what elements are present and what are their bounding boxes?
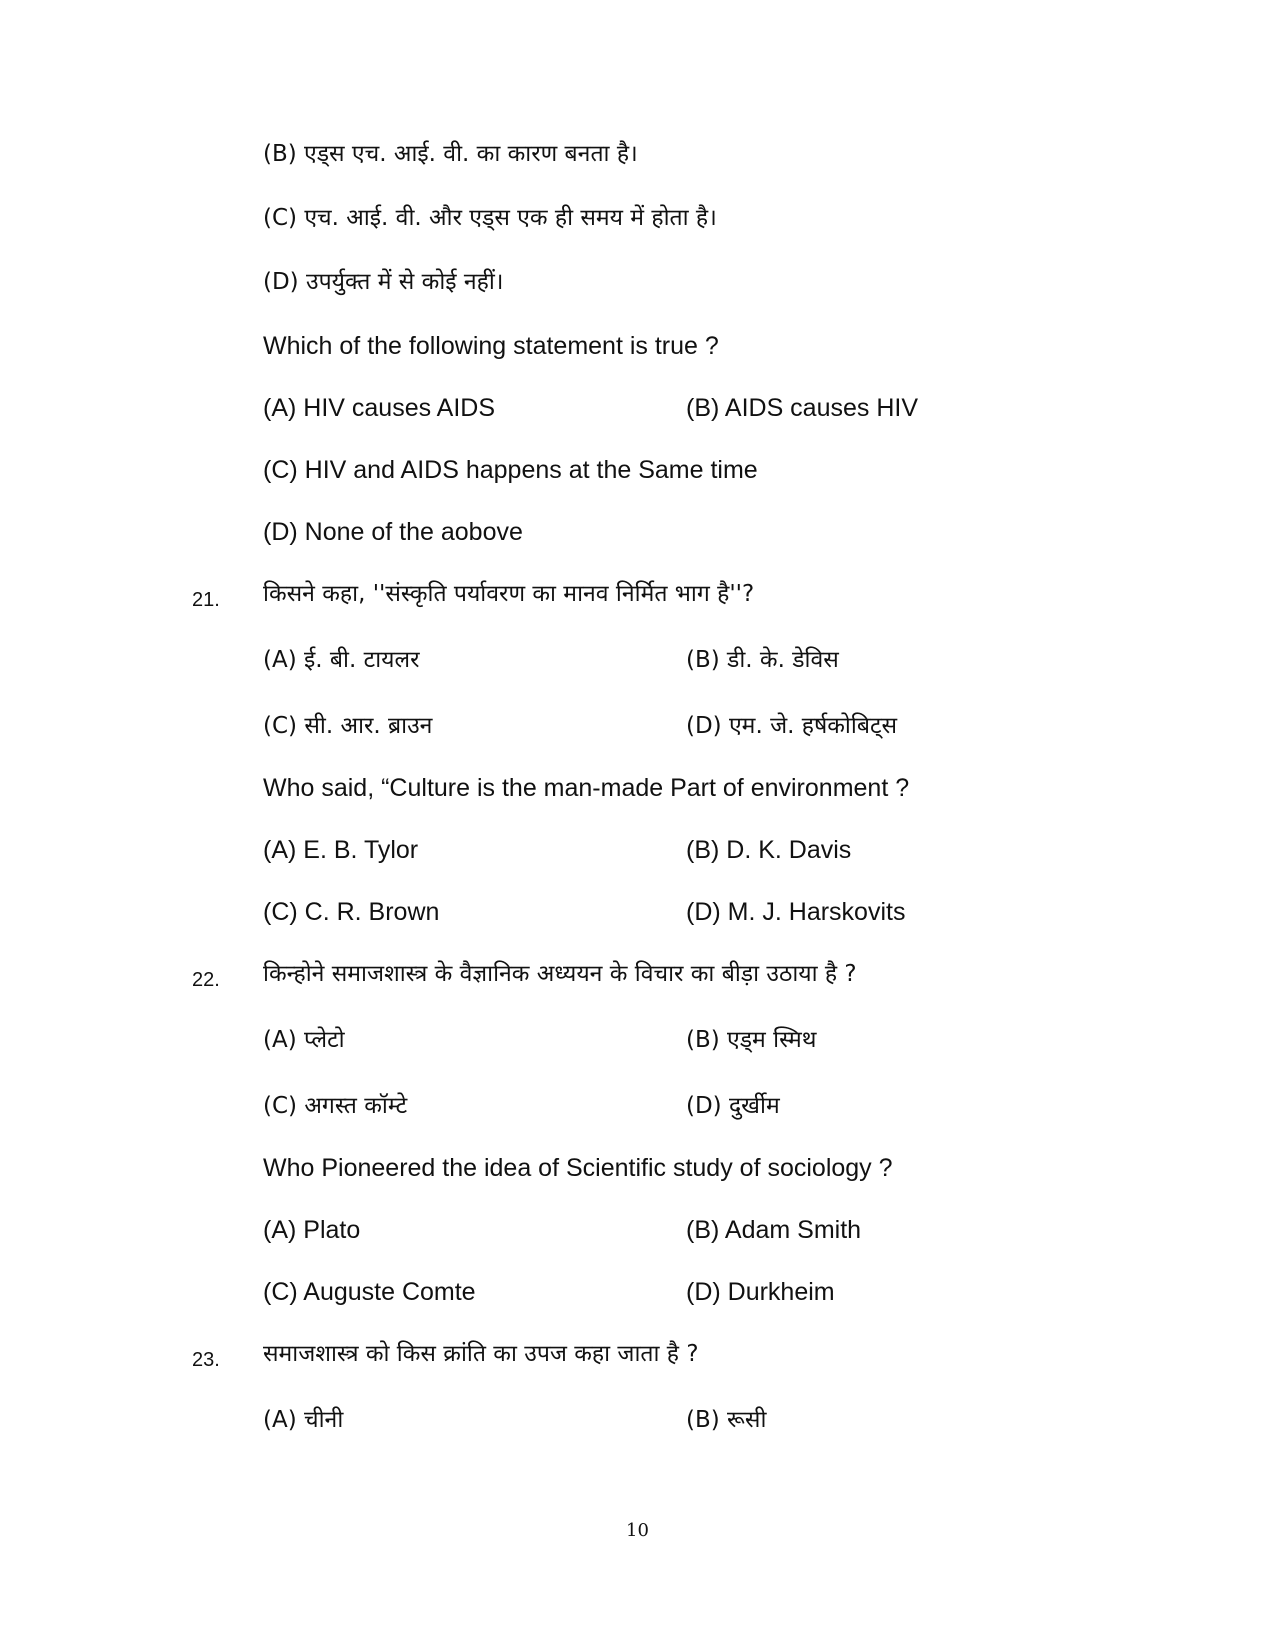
q21-number: 21. bbox=[192, 589, 220, 611]
q21-hindi-question: किसने कहा, ''संस्कृति पर्यावरण का मानव निर्मित भाग है''? bbox=[263, 581, 755, 607]
q21-english-option-a: (A) E. B. Tylor bbox=[263, 836, 419, 864]
q21-english-option-b: (B) D. K. Davis bbox=[686, 836, 852, 864]
q20-english-option-c: (C) HIV and AIDS happens at the Same time bbox=[263, 456, 758, 484]
q23-hindi-option-b: (B) रूसी bbox=[686, 1407, 767, 1433]
q23-hindi-question: समाजशास्त्र को किस क्रांति का उपज कहा जाता है ? bbox=[263, 1341, 699, 1367]
page-number: 10 bbox=[626, 1520, 649, 1541]
q21-hindi-option-d: (D) एम. जे. हर्षकोबिट्स bbox=[686, 713, 898, 739]
q23-number: 23. bbox=[192, 1349, 220, 1371]
q20-english-question: Which of the following statement is true ? bbox=[263, 332, 719, 360]
q22-hindi-option-d: (D) दुर्खीम bbox=[686, 1093, 780, 1119]
q21-hindi-option-a: (A) ई. बी. टायलर bbox=[263, 647, 420, 673]
q20-english-option-d: (D) None of the aobove bbox=[263, 518, 523, 546]
q21-hindi-option-b: (B) डी. के. डेविस bbox=[686, 647, 839, 673]
q21-english-option-d: (D) M. J. Harskovits bbox=[686, 898, 906, 926]
q22-english-option-a: (A) Plato bbox=[263, 1216, 361, 1244]
q22-english-question: Who Pioneered the idea of Scientific study of sociology ? bbox=[263, 1154, 893, 1182]
q22-english-option-b: (B) Adam Smith bbox=[686, 1216, 862, 1244]
q20-english-option-a: (A) HIV causes AIDS bbox=[263, 394, 496, 422]
q22-hindi-question: किन्होने समाजशास्त्र के वैज्ञानिक अध्ययन के विचार का बीड़ा उठाया है ? bbox=[263, 961, 857, 987]
q22-english-option-d: (D) Durkheim bbox=[686, 1278, 835, 1306]
q21-hindi-option-c: (C) सी. आर. ब्राउन bbox=[263, 713, 433, 739]
q22-hindi-option-a: (A) प्लेटो bbox=[263, 1027, 345, 1053]
q20-hindi-option-b: (B) एड्स एच. आई. वी. का कारण बनता है। bbox=[263, 141, 638, 167]
q20-hindi-option-c: (C) एच. आई. वी. और एड्स एक ही समय में होता है। bbox=[263, 205, 717, 231]
q21-english-option-c: (C) C. R. Brown bbox=[263, 898, 440, 926]
q23-hindi-option-a: (A) चीनी bbox=[263, 1407, 344, 1433]
q21-english-question: Who said, “Culture is the man-made Part of environment ? bbox=[263, 774, 910, 802]
q22-hindi-option-c: (C) अगस्त कॉम्टे bbox=[263, 1093, 408, 1119]
q20-english-option-b: (B) AIDS causes HIV bbox=[686, 394, 919, 422]
q20-hindi-option-d: (D) उपर्युक्त में से कोई नहीं। bbox=[263, 269, 504, 295]
q22-hindi-option-b: (B) एड्म स्मिथ bbox=[686, 1027, 817, 1053]
q22-number: 22. bbox=[192, 969, 220, 991]
q22-english-option-c: (C) Auguste Comte bbox=[263, 1278, 476, 1306]
